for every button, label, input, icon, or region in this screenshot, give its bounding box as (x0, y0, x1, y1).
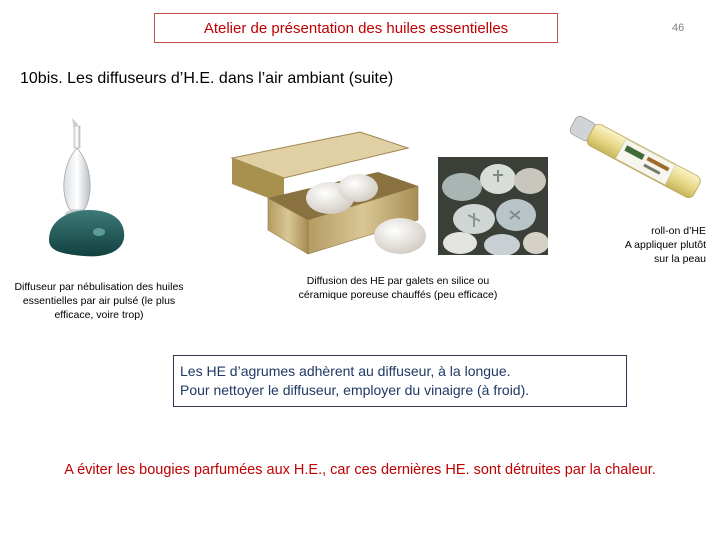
title-box (154, 13, 558, 43)
caption-line: efficace, voire trop) (54, 309, 144, 321)
page-number: 46 (672, 22, 685, 34)
pebbles-caption (278, 274, 518, 302)
rollon-caption (596, 224, 706, 266)
caption-line: roll-on d’HE (651, 225, 706, 237)
caption-line: sur la peau (654, 253, 706, 265)
caption-line: céramique poreuse chauffés (peu efficace) (298, 289, 498, 301)
pebble-box-image (228, 128, 432, 260)
caption-line: Diffuseur par nébulisation des huiles (14, 281, 184, 293)
engraved-stones-image (438, 157, 548, 255)
caption-line: Diffusion des HE par galets en silice ou (306, 275, 490, 287)
rollon-image (560, 100, 716, 218)
citrus-note-box (173, 355, 627, 407)
note-line: Les HE d’agrumes adhèrent au diffuseur, à la longue. (180, 363, 511, 379)
candle-warning: A éviter les bougies parfumées aux H.E., car ces dernières HE. sont détruites par la chaleur. (64, 462, 656, 478)
note-line: Pour nettoyer le diffuseur, employer du vinaigre (à froid). (180, 382, 530, 398)
slide-title: Atelier de présentation des huiles essentielles (203, 19, 509, 37)
caption-line: essentielles par air pulsé (le plus (22, 295, 176, 307)
nebulizer-caption (6, 280, 192, 322)
section-heading: 10bis. Les diffuseurs d’H.E. dans l’air ambiant (suite) (20, 70, 394, 87)
nebulizer-diffuser-image (44, 110, 144, 270)
caption-line: A appliquer plutôt (624, 239, 706, 251)
